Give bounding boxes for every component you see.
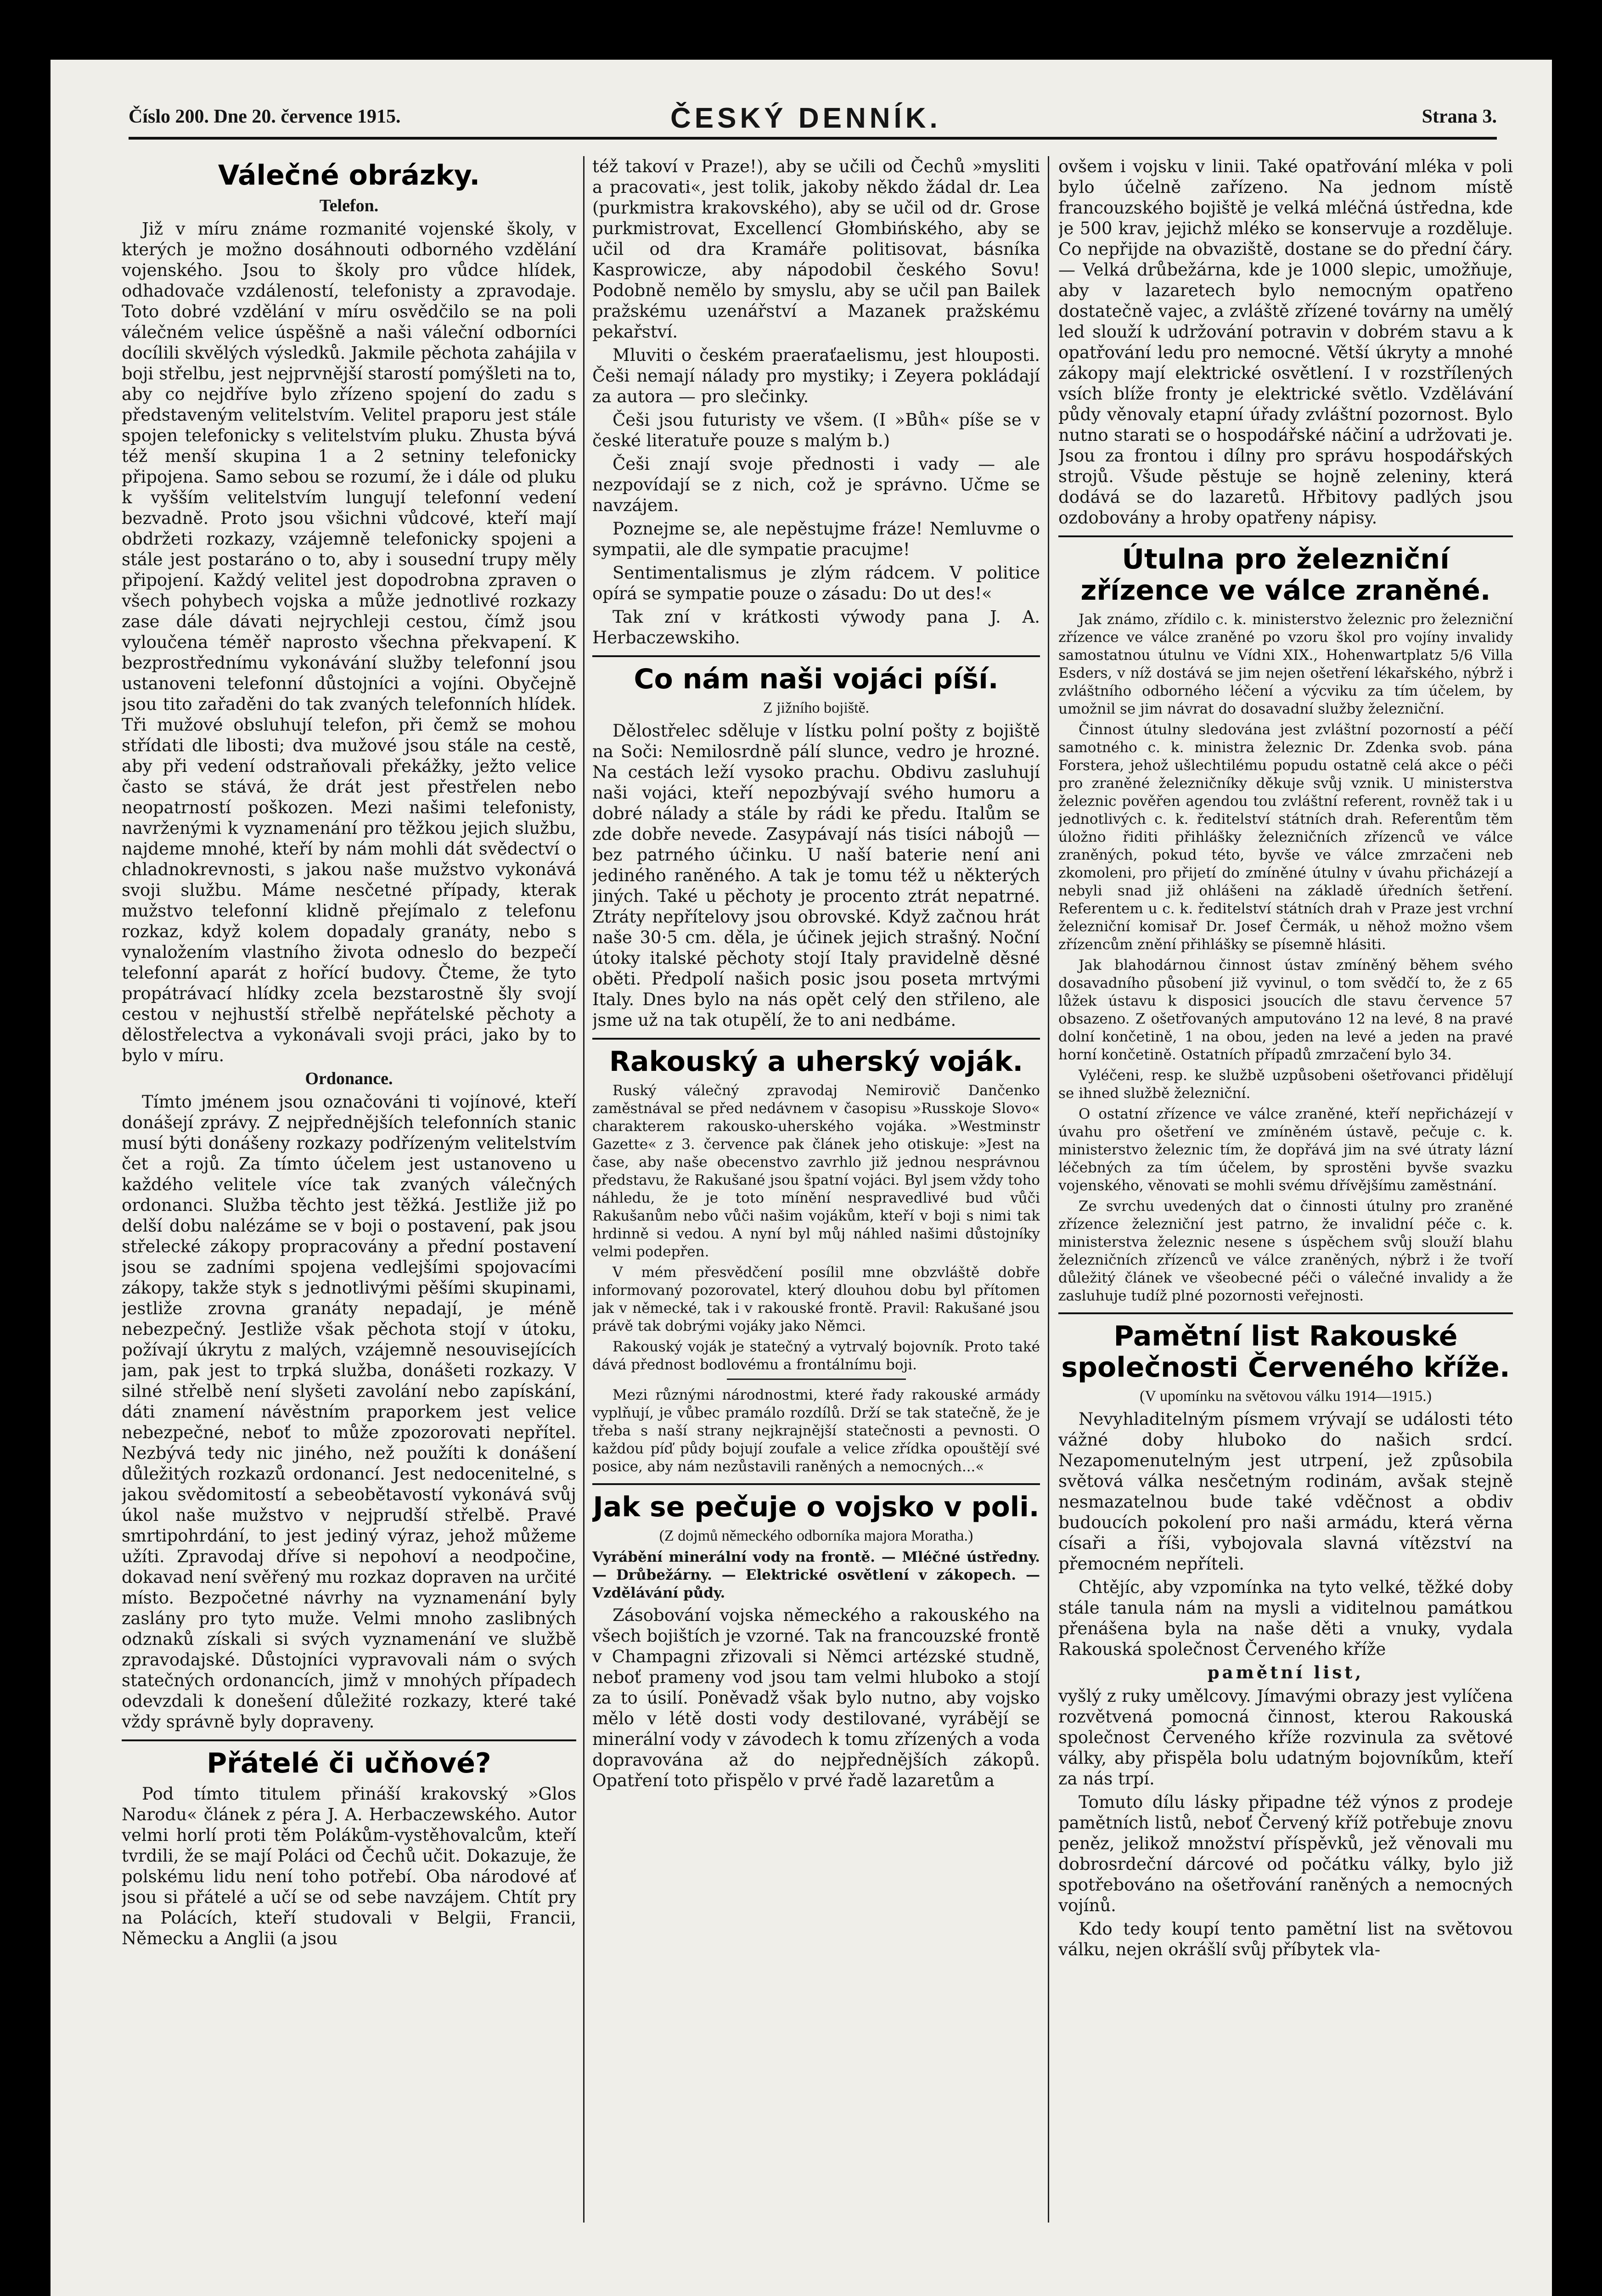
article-paragraph: Nevyhladitelným písmem vrývají se události této vážné doby hluboko do našich srdcí. Nezapomenutelným jest utrpení, jež způsobila světová válka nesčetným rodinám, avšak stejně nesmazatelnou bude také vděčnost a obdiv budoucích pokolení pro naši armádu, která věrna císaři a říši, vybojovala slavná vítězství na přemocném nepříteli. <box>1058 1409 1513 1574</box>
article-summary: Vyrábění minerální vody na frontě. — Mléčné ústředny. — Drůbežárny. — Elektrické osvětlení v zákopech. — Vzdělávání půdy. <box>592 1549 1040 1601</box>
article-subtitle: (Z dojmů německého odborníka majora Moratha.) <box>659 1527 973 1544</box>
section-rule <box>122 1739 576 1741</box>
article-subtitle: Telefon. <box>319 196 379 215</box>
article-paragraph: vyšlý z ruky umělcovy. Jímavými obrazy jest vylíčena rozvětvená pomocná činnost, kterou Rakouská společnost Červeného kříže rozvinula za světové války, aby přispěla bolu udatným bojovníkům, kteří za nás trpí. <box>1058 1686 1513 1789</box>
article-subtitle: Z jižního bojiště. <box>763 699 870 716</box>
article-title: Přátelé či učňové? <box>207 1747 491 1779</box>
article-paragraph: Zásobování vojska německého a rakouského na všech bojištích je vzorné. Tak na francouzské frontě v Champagni zřizovali si Němci artézské studně, neboť prameny vod jsou tam velmi hluboko a stojí za to úsilí. Poněvadž však bylo nutno, aby vojsko mělo v létě dosti vody destilované, vyrábějí se minerální vody v závodech k tomu zřízených a voda dopravována až do nejpřednějších zákopů. Opatření toto přispělo v prvé řadě lazaretům a <box>592 1605 1040 1790</box>
article-paragraph: Jak blahodárnou činnost ústav zmíněný během svého dosavadního působení již vyvinul, o tom svědčí to, že z 65 lůžek ústavu k disposici jsoucích dle stavu července 57 obsazeno. Z ošetřovaných amputováno 12 na levé, 8 na pravé dolní končetině, 1 na obou, jeden na levé a jeden na pravé horní končetině. Ostatních případů zmrzačení bylo 34. <box>1058 957 1513 1063</box>
section-rule <box>592 655 1040 657</box>
column-1 <box>122 156 576 2268</box>
section-rule <box>592 1038 1040 1040</box>
article-paragraph: Tímto jménem jsou označováni ti vojínové, kteří donášejí zprávy. Z nejpřednějších telefonních stanic musí býti donášeny rozkazy podřízeným velitelstvím čet a rojů. Za tímto účelem jest ustanoveno u každého velitele více tak zvaných válečných ordonanci. Služba těchto jest těžká. Jestliže již po delší dobu nalézáme se v boji o postavení, pak jsou střelecké zákopy propracovány a přední postavení jsou se zadními spojena vedlejšími spojovacími zákopy, takže styk s jednotlivými pěšími skupinami, jestliže zrovna granáty nepadají, je méně nebezpečný. Jestliže však pěchota stojí v útoku, požívají úkrytu z malých, vzájemně nesouvisejících jam, pak jest to trpká služba, donášeti rozkazy. V silné střelbě není slyšeti zavolání nebo zapískání, dáti znamení návěstním praporkem jest velice nebezpečné, neboť to může zpozorovati nepřítel. Nezbývá tedy nic jiného, než použíti k donášení důležitých rozkazů ordonancí. Jest nedocenitelné, s jakou svědomitostí a sebeobětavostí vykonává svůj úkol naše mužstvo v nejprudší střelbě. Pravé smrtipohrdání, to jest jediný výraz, jehož můžeme užíti. Zpravodaj dříve si nepohoví a neodpočine, dokavad není svěřený mu rozkaz dopraven na určité místo. Bezpočetné návrhy na vyznamenání byly zaslány pro tyto muže. Velmi mnoho zaslibných odznaků získali si svých vyznamenání ve službě zpravodajské. Důstojníci vypravovali nám o svých statečných ordonancích, jimž v mnohých případech odevzdali k donešení důležité rozkazy, které také vždy správně byly dopraveny. <box>122 1092 576 1732</box>
article-title: Válečné obrázky. <box>218 159 480 191</box>
paper-title: ČESKÝ DENNÍK. <box>670 102 941 134</box>
issue-info: Číslo 200. Dne 20. července 1915. <box>129 106 401 127</box>
article-paragraph: Kdo tedy koupí tento pamětní list na světovou válku, nejen okrášlí svůj příbytek vla- <box>1058 1919 1513 1959</box>
article-subtitle: (V upomínku na světovou válku 1914—1915.) <box>1140 1388 1432 1405</box>
article-paragraph: též takoví v Praze!), aby se učili od Čechů »mysliti a pracovati«, jest tolik, jakoby někdo žádal dr. Lea (purkmistra krakovského), aby se učil od dr. Grose purkmistrovat, Excellencí Głombińského, aby se učil od dra Kramáře politisovat, básníka Kasprowicze, aby nápodobil českého Sovu! Podobně nemělo by smyslu, aby se učil pan Bailek pražskému uzenářství a Mazanek pražskému pekařství. <box>592 157 1040 342</box>
article-paragraph: Češi znají svoje přednosti i vady — ale nezpovídají se z nich, což je správno. Učme se navzájem. <box>592 454 1040 515</box>
article-subtitle: Ordonance. <box>305 1069 393 1088</box>
article-paragraph: O ostatní zřízence ve válce zraněné, kteří nepřicházejí v úvahu pro ošetření ve zmíněném ústavě, pečuje c. k. ministerstvo železnic tím, že dopřává jim na své útraty lázní léčebných za tím účelem, by sprostěni byvše svazku vojenského, věnovati se mohli svému dřívějšímu zaměstnání. <box>1058 1106 1513 1194</box>
masthead <box>129 102 1497 142</box>
article-paragraph: Pod tímto titulem přináší krakovský »Glos Narodu« článek z péra J. A. Herbaczewského. Autor velmi horlí proti těm Polákům-vystěhovalcům, kteří tvrdili, že se mají Poláci od Čechů učit. Dokazuje, že polskému lidu není toho potřebí. Oba národové ať jsou si přátelé a učí se od sebe navzájem. Chtít pry na Polácích, kteří studovali v Belgii, Francii, Německu a Anglii (a jsou <box>122 1784 576 1948</box>
paragraph-divider <box>727 1379 906 1380</box>
article-paragraph: Mezi různými národnostmi, které řady rakouské armády vyplňují, je vůbec pramálo rozdílů. Drží se tak statečně, že je třeba s naší strany nejkrajnější statečnosti a pevnosti. O každou píď půdy bojují zoufale a velice zřídka opouštějí své posice, aby nám nezůstavili raněných a nemocných...« <box>592 1387 1040 1475</box>
article-paragraph: Sentimentalismus je zlým rádcem. V politice opírá se sympatie pouze o zásadu: Do ut des!« <box>592 563 1040 603</box>
column-divider <box>583 156 585 2223</box>
article-paragraph: Tak zní v krátkosti výwody pana J. A. Herbaczewskiho. <box>592 607 1040 647</box>
page-number: Strana 3. <box>1422 106 1497 127</box>
article-paragraph: Vyléčeni, resp. ke službě uzpůsobeni ošetřovanci přidělují se ihned službě železniční. <box>1058 1067 1513 1102</box>
section-rule <box>1058 535 1513 537</box>
column-3 <box>1058 156 1513 2268</box>
article-paragraph: Poznejme se, ale nepěstujme fráze! Nemluvme o sympatii, ale dle sympatie pracujme! <box>592 519 1040 559</box>
column-divider <box>1048 156 1049 2223</box>
article-paragraph: Činnost útulny sledována jest zvláštní pozorností a péčí samotného c. k. ministra železnic Dr. Zdenka svob. pána Forstera, jehož ušlechtilému popudu ostatně celá akce o péči pro zraněné železničníky děkuje svůj vznik. U ministerstva železnic pověřen agendou tou zvláštní referent, rovněž tak i u jednotlivých c. k. ředitelství státních drah. Referentům těm úložno řiditi přihlášky železničních zřízenců ve válce zraněných, pokud této, byvše ve válce zmrzačeni neb zkomoleni, pro přijetí do zmíněné útulny v úvahu přicházejí a nebyli snad již ohlášeni na základě úředních šetření. Referentem u c. k. ředitelství státních drah v Praze jest vrchní železniční komisař Dr. Josef Čermák, u něhož možno všem zřízencům znění přihlášky se písemně hlásiti. <box>1058 721 1513 953</box>
newspaper-page <box>51 60 1552 2296</box>
article-title: Co nám naši vojáci píší. <box>634 663 999 695</box>
article-paragraph: Jak známo, zřídilo c. k. ministerstvo železnic pro železniční zřízence ve válce zraněné po vzoru škol pro vojíny invalidy samostatnou útulnu ve Vídni XIX., Hohenwartplatz 5/6 Villa Esders, v níž dostává se jim nejen ošetření lékařského, nýbrž i zvláštního odborného léčení a výcviku za tím účelem, by umožnil se jim návrat do dosavadní služby železniční. <box>1058 611 1513 717</box>
article-paragraph: Ruský válečný zpravodaj Nemirovič Dančenko zaměstnával se před nedávnem v časopisu »Russkoje Slovo« charakterem rakousko-uherského vojáka. »Westminstr Gazette« z 3. července pak článek jeho otiskuje: »Jest na čase, aby naše obecenstvo zavrhlo již jednou nesprávnou představu, že Rakušané jsou špatní vojáci. Byl jsem vždy toho náhledu, že je toto mínění nespravedlivé bud vůči Rakušanům nebo vůči našim vojákům, kteří v boji s nimi tak hrdinně si vedou. A nyní byl můj náhled našimi důstojníky velmi podepřen. <box>592 1082 1040 1260</box>
article-paragraph: Již v míru známe rozmanité vojenské školy, v kterých je možno dosáhnouti odborného vzdělání vojenského. Jsou to školy pro vůdce hlídek, odhadovače vzdáleností, telefonisty a zpravodaje. Toto dobré vzdělání v míru osvědčilo se na poli válečném velice úspěšně a naši váleční odborníci docílili skvělých výsledků. Jakmile pěchota zahájila v boji střelbu, jest nejprvnější starostí pomýšleti na to, aby co nejdříve bylo zřízeno spojení do zadu s představeným velitelstvím. Velitel praporu jest stále spojen telefonicky s velitelstvím pluku. Zhusta bývá též menší skupina 1 a 2 setniny telefonicky připojena. Samo sebou se rozumí, že i dále od pluku k vyšším velitelstvím lungují telefonní vedení bezvadně. Proto jsou všichni vůdcové, kteří mají obdržeti rozkazy, vzájemně telefonicky spojeni a stále jest postaráno o to, aby i sousední trupy měly připojení. Každý velitel jest dopodrobna zpraven o všech pohybech vojska a může jednotlivé rozkazy zase dále dávati nejrychleji cestou, čímž jsou vyloučena téměř naprosto všechna překvapení. K bezprostřednímu vykonávání služby telefonní jsou ustanoveni telefonní důstojníci a vojíni. Obyčejně jsou tito zařaděni do tak zvaných telefonních hlídek. Tři mužové obsluhují telefon, při čemž se mohou střídati dle libosti; dva mužové jsou stále na cestě, aby při vedení odstraňovali překážky, ježto velice často se stává, že drát jest přestřelen nebo neopatrností poškozen. Mezi našimi telefonisty, navrženými k vyznamenání pro těžkou jejich službu, najdeme mnohé, kteří by nám mohli dát svědectví o chladnokrevnosti, s jakou naše mužstvo vykonává svoji službu. Máme nesčetné případy, kterak mužstvo telefonní klidně přejímalo z telefonu rozkaz, když kolem dopadaly granáty, nebo s vynaložením vlastního života odneslo do bezpečí telefonní aparát z hořící budovy. Čteme, že tyto propátrávací hlídky zcela bezstarostně šly svojí cestou v nejhustší střelbě nepřátelské pěchoty a dělostřelectva a vykonávali svoji práci, jako by to bylo v míru. <box>122 219 576 1065</box>
article-title: Pamětní list Rakouské společnosti Červeného kříže. <box>1061 1320 1510 1384</box>
article-title: Rakouský a uherský voják. <box>609 1046 1023 1078</box>
column-2 <box>592 156 1040 2268</box>
article-title: Útulna pro železniční zřízence ve válce zraněné. <box>1080 543 1491 607</box>
section-rule <box>592 1483 1040 1485</box>
masthead-rule <box>129 137 1497 140</box>
article-paragraph: Rakouský voják je statečný a vytrvalý bojovník. Proto také dává přednost bodlovému a frontálnímu boji. <box>592 1339 1040 1373</box>
article-paragraph: Dělostřelec sděluje v lístku polní pošty z bojiště na Soči: Nemilosrdně pálí slunce, vedro je hrozné. Na cestách leží vysoko prachu. Obdivu zasluhují naši vojáci, kteří nepozbývají svého humoru a dobré nálady a stále by rádi ke předu. Italům se zde dobře nevede. Zasypávají nás tisíci nábojů — bez patrného účinku. U naší baterie není ani jediného raněného. A tak je tomu též u některých jiných. Také u pěchoty je procento ztrát nepatrné. Ztráty nepřítelovy jsou obrovské. Když začnou hrát naše 30·5 cm. děla, je účinek jejich strašný. Noční útoky italské pěchoty stojí Italy pravidelně děsné oběti. Předpolí našich posic jsou posetа mrtvými Italy. Dnes bylo na nás opět celý den střileno, ale jsme už na tak otupělí, že to ani nedbáme. <box>592 721 1040 1030</box>
article-emphasis: pamětní list, <box>1207 1662 1364 1683</box>
section-rule <box>1058 1312 1513 1314</box>
article-paragraph: ovšem i vojsku v linii. Také opatřování mléka v poli bylo účelně zařízeno. Na jednom místě francouzského bojiště je velká mléčná ústředna, kde je 500 krav, jejichž mléko se konservuje a rozděluje. Co nepřijde na obvaziště, dostane se do přední čáry. — Velká drůbežárna, kde je 1000 slepic, umožňuje, aby v lazaretech bylo nemocným opatřeno dostatečně vajec, a zvláště zřízené továrny na umělý led slouží k udržování potravin v dobrém stavu a k opatřování ledu pro nemocné. Větší úkryty a mnohé zákopy mají elektrické osvětlení. I v rozstřílených vsích blíže fronty je elektrické světlo. Vzdělávání půdy věnovaly etapní úřady zvláštní pozornost. Bylo nutno starati se o hospodářské náčiní a udržovati je. Jsou za frontou i dílny pro správu hospodářských strojů. Všude pěstuje se hojně zeleniny, která dodává se do lazaretů. Hřbitovy padlých jsou ozdobovány a hroby opatřeny nápisy. <box>1058 157 1513 528</box>
article-paragraph: Tomuto dílu lásky připadne též výnos z prodeje pamětních listů, neboť Červený kříž potřebuje znovu peněz, jelikož množství příspěvků, jež věnovali mu dobrosrdeční dárcové od počátku války, bylo již spotřebováno na ošetřování raněných a nemocných vojínů. <box>1058 1792 1513 1915</box>
article-paragraph: Češi jsou futuristy ve všem. (I »Bůh« píše se v české literatuře pouze s malým b.) <box>592 410 1040 450</box>
article-paragraph: Ze svrchu uvedených dat o činnosti útulny pro zraněné zřízence železniční jest patrno, že invalidní péče c. k. ministerstva železnic nesene s úspěchem svůj slouží blahu železničních zřízenců ve válce zraněných, nýbrž i že tvoří důležitý článek ve všeobecné péči o válečné invalidy a že zasluhuje tudíž plné pozornosti veřejnosti. <box>1058 1198 1513 1304</box>
article-paragraph: Chtějíc, aby vzpomínka na tyto velké, těžké doby stále tanula nám na mysli a viditelnou památkou přenášena byla na naše děti a vnuky, vydala Rakouská společnost Červeného kříže <box>1058 1577 1513 1659</box>
article-paragraph: V mém přesvědčení posílil mne obzvláště dobře informovaný pozorovatel, který dlouhou dobu byl přítomen jak v německé, tak i v rakouské frontě. Pravil: Rakušané jsou právě tak dobrými vojáky jako Němci. <box>592 1264 1040 1334</box>
article-title: Jak se pečuje o vojsko v poli. <box>593 1491 1040 1523</box>
article-paragraph: Mluviti o českém praeraťaelismu, jest hlouposti. Češi nemají nálady pro mystiky; i Zeyera pokládají za autora — pro slečinky. <box>592 345 1040 406</box>
